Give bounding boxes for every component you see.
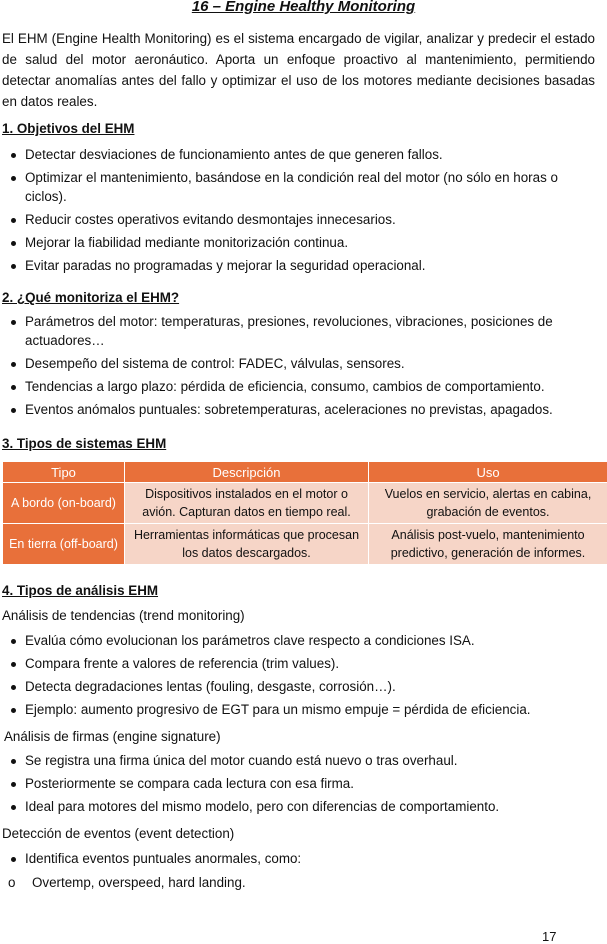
subitem-text: Overtemp, overspeed, hard landing. xyxy=(32,875,246,890)
table-row xyxy=(3,483,607,524)
subsection-label-trend: Análisis de tendencias (trend monitoring) xyxy=(2,608,245,623)
list-item: Evalúa cómo evolucionan los parámetros clave respecto a condiciones ISA. xyxy=(0,632,598,651)
subsection-label-events: Detección de eventos (event detection) xyxy=(2,826,235,841)
table-header-cell: Descripción xyxy=(125,462,369,483)
table-cell: Herramientas informáticas que procesan los datos descargados. xyxy=(125,524,369,565)
list-item: Detectar desviaciones de funcionamiento antes de que generen fallos. xyxy=(0,146,598,165)
events-subitem xyxy=(8,873,246,892)
table-row-label: En tierra (off-board) xyxy=(3,524,125,565)
section-heading-objetivos: 1. Objetivos del EHM xyxy=(2,121,135,136)
list-item: Detecta degradaciones lentas (fouling, desgaste, corrosión…). xyxy=(0,678,598,697)
section-heading-monitoriza: 2. ¿Qué monitoriza el EHM? xyxy=(2,290,180,305)
table-cell: Vuelos en servicio, alertas en cabina, grabación de eventos. xyxy=(369,483,607,524)
trend-list xyxy=(0,632,598,724)
table-row-label: A bordo (on-board) xyxy=(3,483,125,524)
list-item: Identifica eventos puntuales anormales, como: xyxy=(0,850,598,869)
monitoriza-list xyxy=(0,313,598,424)
table-row xyxy=(3,524,607,565)
table-header-row xyxy=(3,462,607,483)
table-cell: Análisis post-vuelo, mantenimiento predictivo, generación de informes. xyxy=(369,524,607,565)
ehm-systems-table xyxy=(2,461,607,565)
table-header-cell: Tipo xyxy=(3,462,125,483)
list-item: Ideal para motores del mismo modelo, pero con diferencias de comportamiento. xyxy=(0,798,598,817)
table-cell: Dispositivos instalados en el motor o avión. Capturan datos en tiempo real. xyxy=(125,483,369,524)
section-heading-tipos-analisis: 4. Tipos de análisis EHM xyxy=(2,583,159,598)
circle-bullet-icon: o xyxy=(8,875,16,890)
list-item: Parámetros del motor: temperaturas, presiones, revoluciones, vibraciones, posiciones de actuadores… xyxy=(0,313,598,350)
list-item: Desempeño del sistema de control: FADEC, válvulas, sensores. xyxy=(0,355,598,374)
objetivos-list xyxy=(0,146,598,280)
events-list xyxy=(0,850,598,873)
table-header-cell: Uso xyxy=(369,462,607,483)
list-item: Evitar paradas no programadas y mejorar la seguridad operacional. xyxy=(0,257,598,276)
page-title: 16 – Engine Healthy Monitoring xyxy=(191,0,416,15)
intro-paragraph: El EHM (Engine Health Monitoring) es el sistema encargado de vigilar, analizar y predecir el estado de salud del motor aeronáutico. Aporta un enfoque proactivo al mantenimiento, permitiendo detectar anomalías antes del fallo y optimizar el uso de los motores mediante decisiones basadas en datos reales. xyxy=(2,31,595,109)
list-item: Posteriormente se compara cada lectura con esa firma. xyxy=(0,775,598,794)
list-item: Optimizar el mantenimiento, basándose en la condición real del motor (no sólo en horas o ciclos). xyxy=(0,169,598,206)
list-item: Eventos anómalos puntuales: sobretemperaturas, aceleraciones no previstas, apagados. xyxy=(0,401,598,420)
list-item: Se registra una firma única del motor cuando está nuevo o tras overhaul. xyxy=(0,752,598,771)
list-item: Mejorar la fiabilidad mediante monitorización continua. xyxy=(0,234,598,253)
list-item: Reducir costes operativos evitando desmontajes innecesarios. xyxy=(0,211,598,230)
page-number: 17 xyxy=(542,929,557,944)
subsection-label-signature: Análisis de firmas (engine signature) xyxy=(4,729,221,744)
section-heading-tipos-sistemas: 3. Tipos de sistemas EHM xyxy=(2,436,167,451)
list-item: Ejemplo: aumento progresivo de EGT para un mismo empuje = pérdida de eficiencia. xyxy=(0,701,598,720)
signature-list xyxy=(0,752,598,821)
list-item: Compara frente a valores de referencia (trim values). xyxy=(0,655,598,674)
list-item: Tendencias a largo plazo: pérdida de eficiencia, consumo, cambios de comportamiento. xyxy=(0,378,598,397)
